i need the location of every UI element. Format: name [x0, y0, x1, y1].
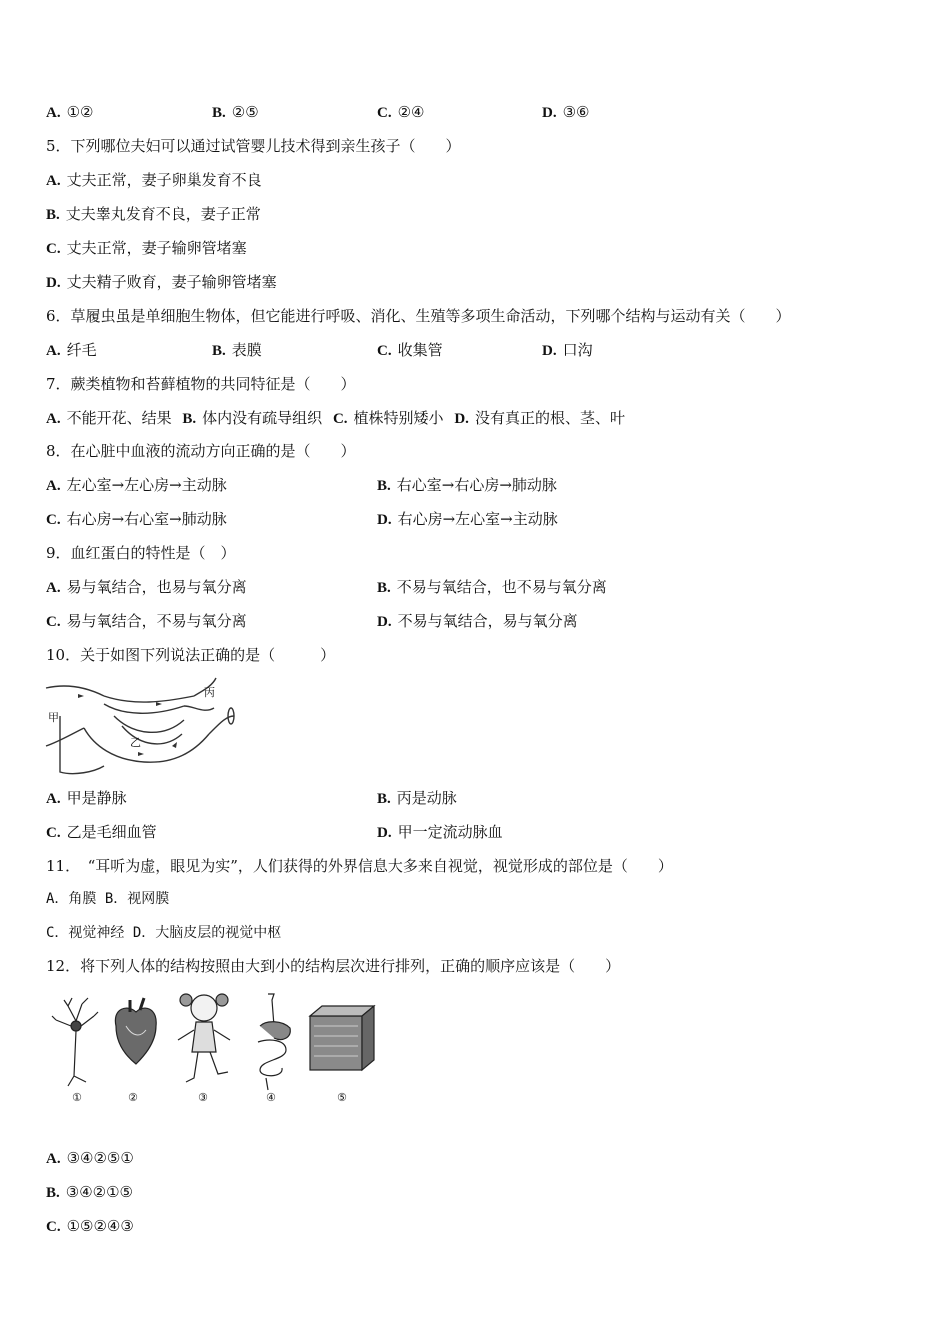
vessel-bing-right: [209, 716, 234, 734]
fig-label-3: ③: [198, 1091, 208, 1104]
q8-option-b: B. 右心室→右心房→肺动脉: [377, 476, 557, 494]
label-jia: 甲: [48, 711, 59, 724]
q10-stem: 10．关于如图下列说法正确的是（ ）: [46, 646, 336, 664]
q4-option-a: A. ①②: [46, 103, 94, 121]
fig-label-2: ②: [128, 1091, 138, 1104]
q6-option-d: D. 口沟: [542, 341, 593, 359]
q4-option-d: D. ③⑥: [542, 103, 590, 121]
label-bing: 丙: [204, 686, 215, 699]
q10-option-b: B. 丙是动脉: [377, 789, 457, 807]
q7-options: A. 不能开花、结果 B. 体内没有疏导组织 C. 植株特别矮小 D. 没有真正的根、茎、叶: [46, 409, 625, 427]
q4-option-c: C. ②④: [377, 103, 425, 121]
q5-option-d: D. 丈夫精子败育，妻子输卵管堵塞: [46, 273, 277, 291]
capillary-upper: [104, 696, 194, 702]
q9-option-a: A. 易与氧结合，也易与氧分离: [46, 578, 247, 596]
q6-stem: 6．草履虫虽是单细胞生物体，但它能进行呼吸、消化、生殖等多项生命活动，下列哪个结构与运动有关（ ）: [46, 307, 791, 325]
q8-option-c: C. 右心房→右心室→肺动脉: [46, 510, 227, 528]
blood-vessel-diagram: [44, 676, 236, 778]
q12-option-a: A. ③④②⑤①: [46, 1149, 134, 1167]
q9-option-d: D. 不易与氧结合，易与氧分离: [377, 612, 578, 630]
vessel-bing-inner: [184, 706, 214, 710]
arrow-2: [156, 702, 162, 706]
q9-stem: 9．血红蛋白的特性是（ ）: [46, 544, 236, 562]
q10-option-c: C. 乙是毛细血管: [46, 823, 157, 841]
q5-option-a: A. 丈夫正常，妻子卵巢发育不良: [46, 171, 262, 189]
q12-option-b: B. ③④②①⑤: [46, 1183, 134, 1201]
arrow-3: [138, 752, 144, 756]
q7-stem: 7．蕨类植物和苔藓植物的共同特征是（ ）: [46, 375, 356, 393]
capillary-mid-1: [104, 704, 184, 713]
vessel-jia-top: [46, 686, 104, 696]
q6-option-b: B. 表膜: [212, 341, 262, 359]
q6-option-c: C. 收集管: [377, 341, 443, 359]
body-structure-figure: [46, 986, 376, 1110]
q8-option-a: A. 左心室→左心房→主动脉: [46, 476, 227, 494]
vessel-jia-bottom: [46, 728, 84, 746]
q10-option-d: D. 甲一定流动脉血: [377, 823, 503, 841]
q10-option-a: A. 甲是静脉: [46, 789, 127, 807]
q5-stem: 5．下列哪位夫妇可以通过试管婴儿技术得到亲生孩子（ ）: [46, 137, 461, 155]
flow-arrows: [78, 694, 177, 756]
label-yi: 乙: [130, 736, 141, 749]
q9-option-b: B. 不易与氧结合，也不易与氧分离: [377, 578, 607, 596]
q11-stem: 11． “耳听为虚，眼见为实”，人们获得的外界信息大多来自视觉，视觉形成的部位是（ ）: [46, 857, 673, 875]
digestive-system-image: [258, 994, 290, 1090]
fig-label-5: ⑤: [337, 1091, 347, 1104]
q6-option-a: A. 纤毛: [46, 341, 97, 359]
neuron-image: [52, 998, 98, 1086]
fig-label-4: ④: [266, 1091, 276, 1104]
capillary-lower: [84, 728, 209, 762]
q8-stem: 8．在心脏中血液的流动方向正确的是（ ）: [46, 442, 356, 460]
q5-option-c: C. 丈夫正常，妻子输卵管堵塞: [46, 239, 247, 257]
arrow-4: [172, 742, 177, 748]
heart-image: [115, 998, 156, 1064]
q11-options-line2: C．视觉神经 D．大脑皮层的视觉中枢: [46, 925, 282, 941]
q5-option-b: B. 丈夫睾丸发育不良，妻子正常: [46, 205, 261, 223]
q9-option-c: C. 易与氧结合，不易与氧分离: [46, 612, 247, 630]
q8-option-d: D. 右心房→左心室→主动脉: [377, 510, 558, 528]
capillary-mid-2: [114, 716, 184, 732]
tissue-image: [310, 1006, 374, 1070]
q12-stem: 12．将下列人体的结构按照由大到小的结构层次进行排列，正确的顺序应该是（ ）: [46, 957, 621, 975]
q11-options-line1: A．角膜 B．视网膜: [46, 891, 170, 907]
q12-option-c: C. ①⑤②④③: [46, 1217, 134, 1235]
q4-option-b: B. ②⑤: [212, 103, 259, 121]
arrow-1: [78, 694, 84, 698]
fig-label-1: ①: [72, 1091, 82, 1104]
girl-image: [178, 994, 230, 1082]
